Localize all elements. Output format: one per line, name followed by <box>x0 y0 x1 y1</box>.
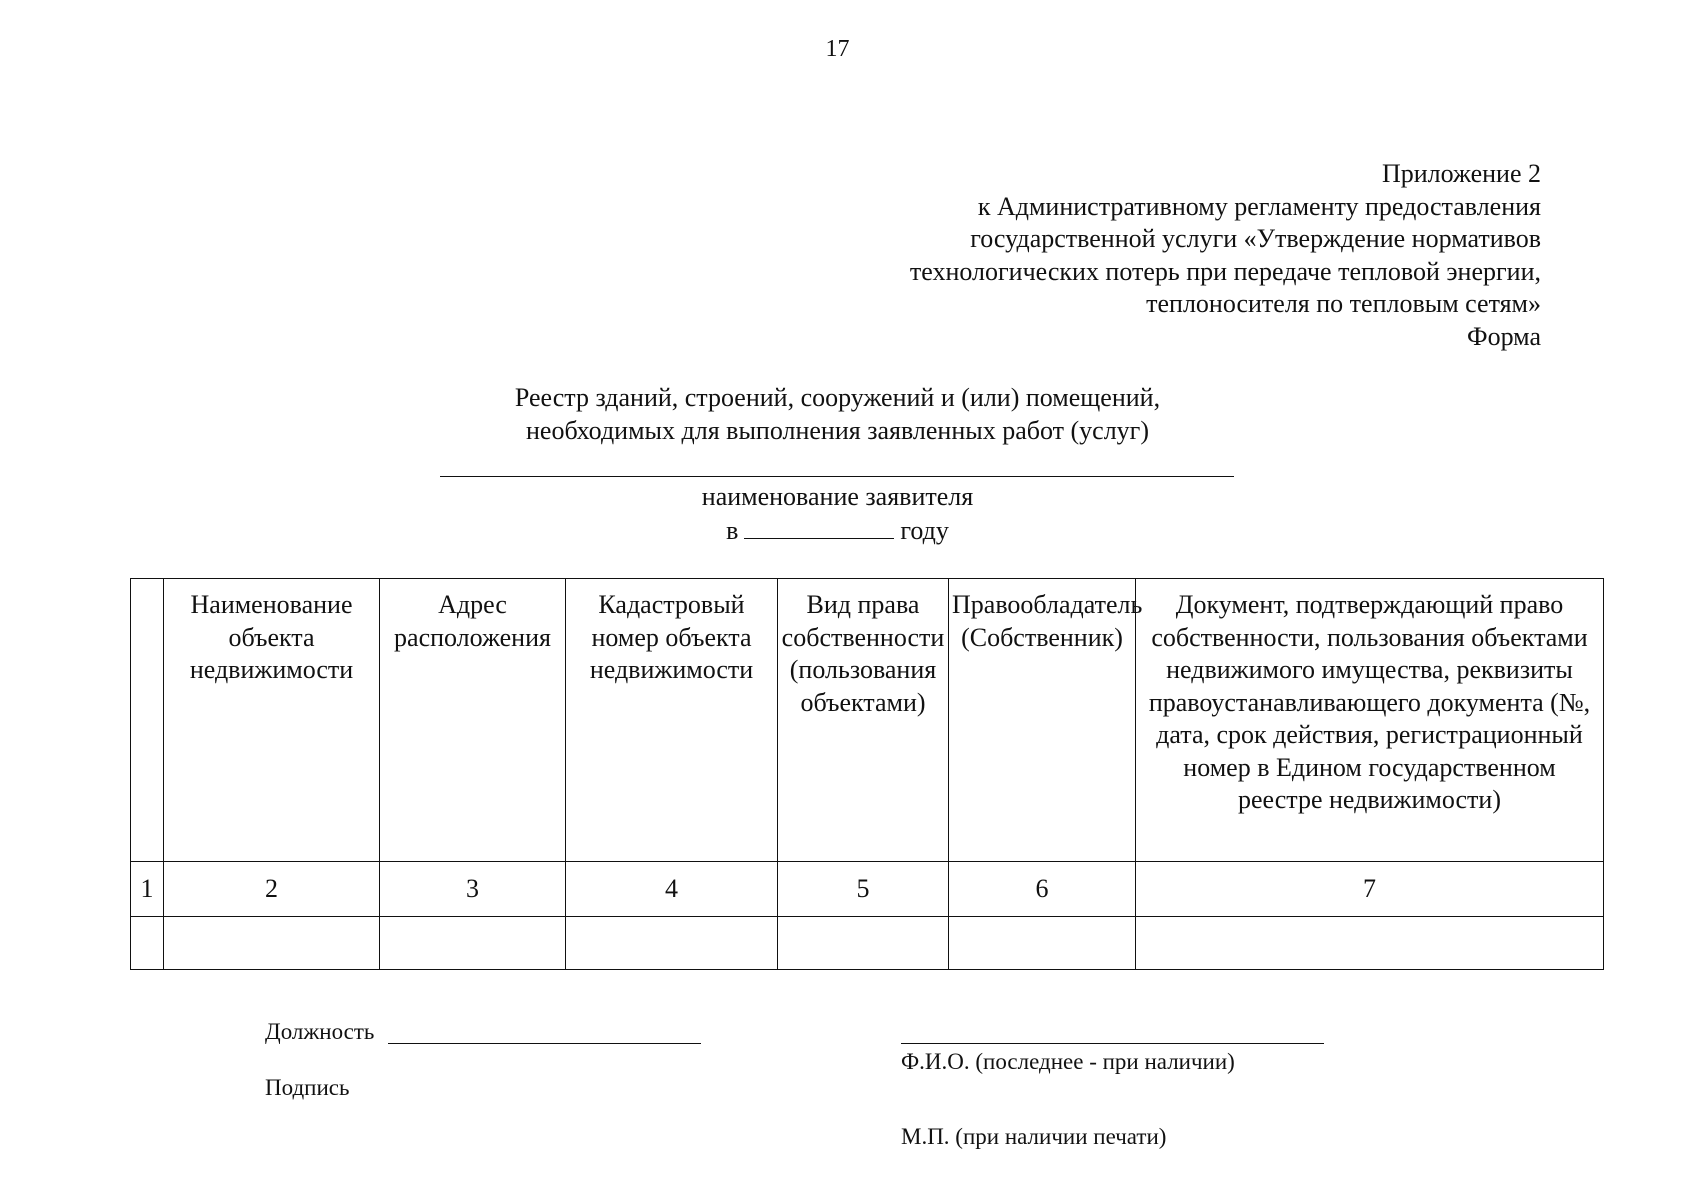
table-cell <box>566 917 778 970</box>
table-column-numbers-row <box>131 862 1604 917</box>
appendix-line: государственной услуги «Утверждение нормативов <box>970 224 1541 253</box>
year-prefix: в <box>726 516 739 545</box>
table-cell <box>131 917 164 970</box>
column-number: 6 <box>949 862 1136 917</box>
registry-table <box>130 578 1604 970</box>
registry-title-line-2: необходимых для выполнения заявленных работ (услуг) <box>525 415 1149 445</box>
year-row <box>0 514 1675 546</box>
header-cell-object-name: Наименование объекта недвижимости <box>164 579 380 862</box>
header-cell-address: Адрес расположения <box>380 579 566 862</box>
column-number: 4 <box>566 862 778 917</box>
column-number: 1 <box>131 862 164 917</box>
appendix-line: Приложение 2 <box>1381 159 1541 188</box>
appendix-line: теплоносителя по тепловым сетям» <box>1146 289 1541 318</box>
header-cell-index <box>131 579 164 862</box>
column-number: 7 <box>1136 862 1604 917</box>
fio-line <box>901 1043 1324 1044</box>
position-label: Должность <box>265 1019 375 1044</box>
year-suffix: году <box>900 516 949 545</box>
table-row <box>131 917 1604 970</box>
table-header-row <box>131 579 1604 862</box>
appendix-header <box>910 158 1541 353</box>
stamp-label: М.П. (при наличии печати) <box>901 1124 1167 1149</box>
table-cell <box>778 917 949 970</box>
column-number: 2 <box>164 862 380 917</box>
applicant-caption: наименование заявителя <box>701 482 974 511</box>
table-cell <box>380 917 566 970</box>
header-cell-document: Документ, подтверждающий право собственности, пользования объектами недвижимого имущества, реквизиты правоустанавливающего документа (№, дата, срок действия, регистрационный номер в Едином государственном реестре недвижимости) <box>1136 579 1604 862</box>
appendix-line: к Административному регламенту предоставления <box>977 191 1541 221</box>
registry-title <box>0 382 1675 447</box>
header-cell-right-type: Вид права собственности (пользования объектами) <box>778 579 949 862</box>
column-number: 3 <box>380 862 566 917</box>
column-number: 5 <box>778 862 949 917</box>
form-label: Форма <box>1467 321 1541 351</box>
table-cell <box>1136 917 1604 970</box>
table-cell <box>164 917 380 970</box>
table-cell <box>949 917 1136 970</box>
header-cell-cadastral-number: Кадастровый номер объекта недвижимости <box>566 579 778 862</box>
year-blank-field <box>744 514 894 539</box>
position-line <box>388 1043 701 1044</box>
registry-title-line-1: Реестр зданий, строений, сооружений и (или) помещений, <box>514 383 1161 412</box>
signature-label: Подпись <box>265 1075 350 1100</box>
page-number: 17 <box>825 36 850 62</box>
applicant-name-line <box>440 476 1234 477</box>
header-cell-owner: Правообладатель (Собственник) <box>949 579 1136 862</box>
fio-label: Ф.И.О. (последнее - при наличии) <box>901 1049 1235 1074</box>
appendix-line: технологических потерь при передаче тепловой энергии, <box>909 256 1541 286</box>
